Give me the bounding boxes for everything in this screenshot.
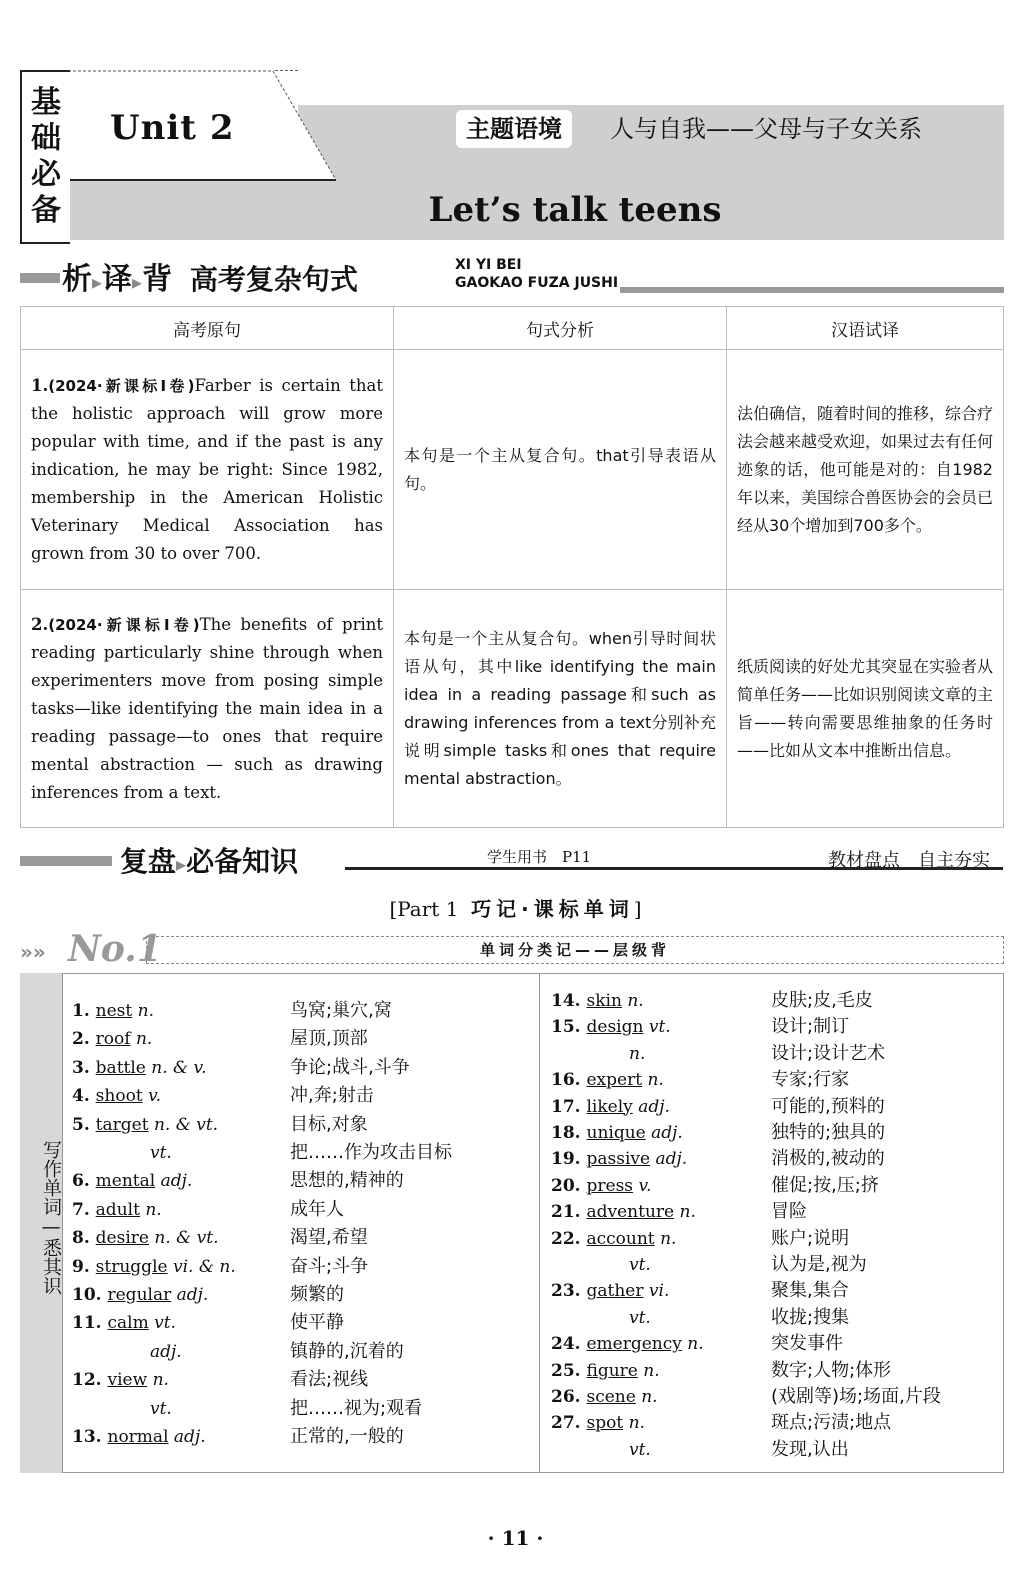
vocab-meaning: 渴望,希望 xyxy=(290,1227,368,1249)
vocab-entry xyxy=(551,1122,683,1144)
vocab-pos: vt. xyxy=(154,1313,176,1334)
vocab-word: mental xyxy=(95,1171,156,1192)
vocab-meaning: 发现,认出 xyxy=(771,1438,849,1460)
vocab-pos: n. xyxy=(152,1370,169,1391)
vocab-meaning: 皮肤;皮,毛皮 xyxy=(771,990,873,1011)
title-char: 析 xyxy=(62,262,92,297)
vocab-word: shoot xyxy=(95,1086,143,1107)
vocab-meaning: 思想的,精神的 xyxy=(290,1170,404,1192)
vocab-entry xyxy=(72,1312,176,1334)
vocab-word: roof xyxy=(95,1029,131,1050)
vocab-meaning: 设计;设计艺术 xyxy=(771,1042,886,1064)
vocab-word: normal xyxy=(107,1427,169,1447)
vocab-entry xyxy=(551,1096,670,1118)
vocab-number: 1. xyxy=(72,1001,96,1021)
vocab-pos: v. xyxy=(638,1175,652,1196)
vocab-word: skin xyxy=(586,991,622,1011)
sentence-table xyxy=(20,306,1004,828)
vocab-word: account xyxy=(586,1228,655,1249)
vocab-entry xyxy=(551,1280,669,1302)
vocab-word: desire xyxy=(95,1228,149,1249)
vocab-pos: n. xyxy=(628,1413,645,1434)
vocab-pos: n. xyxy=(137,1001,155,1021)
vocab-meaning: 可能的,预料的 xyxy=(771,1095,885,1117)
vocab-pos: vt. xyxy=(629,1255,651,1275)
vocab-word: regular xyxy=(107,1285,172,1305)
vocab-number: 18. xyxy=(551,1123,587,1143)
vocab-entry xyxy=(629,1439,651,1461)
vocab-number: 19. xyxy=(551,1149,587,1170)
vocab-number: 3. xyxy=(72,1057,96,1078)
vocab-number: 20. xyxy=(551,1175,587,1196)
column-header: 句式分析 xyxy=(394,307,727,350)
vocab-number: 24. xyxy=(551,1334,587,1355)
part-label: Part 1 xyxy=(397,897,459,921)
vocab-meaning: 成年人 xyxy=(290,1198,344,1220)
vocab-pos: n. xyxy=(641,1387,658,1407)
vocab-pos: n. xyxy=(687,1334,704,1355)
vocab-meaning: 斑点;污渍;地点 xyxy=(771,1412,892,1434)
vocab-pos: v. xyxy=(148,1086,162,1107)
vocab-meaning: 数字;人物;体形 xyxy=(771,1359,892,1381)
vocab-entry xyxy=(551,1412,645,1434)
vocab-entry xyxy=(150,1142,172,1164)
original-sentence xyxy=(21,350,394,590)
vocab-number: 6. xyxy=(72,1171,96,1192)
vocab-number: 4. xyxy=(72,1086,96,1107)
vocab-meaning: 账户;说明 xyxy=(771,1227,850,1249)
vocab-word: emergency xyxy=(586,1334,682,1355)
vocab-meaning: 把……作为攻击目标 xyxy=(290,1142,452,1163)
vocab-entry xyxy=(150,1341,182,1363)
original-sentence xyxy=(21,590,394,828)
vocab-number: 8. xyxy=(72,1228,96,1249)
sentence-source: (2024·新课标Ⅰ卷) xyxy=(48,376,195,395)
pinyin-line: XI YI BEI xyxy=(455,257,522,273)
vocab-number: 23. xyxy=(551,1281,587,1302)
vocab-meaning: 专家;行家 xyxy=(771,1069,850,1091)
vocab-word: design xyxy=(586,1017,644,1038)
vocab-pos: n. & vt. xyxy=(154,1228,219,1249)
vocab-entry xyxy=(551,990,644,1012)
vocab-word: gather xyxy=(586,1281,644,1302)
side-tab-char: 备 xyxy=(31,193,61,228)
arrow-icon: ▸ xyxy=(132,270,143,294)
vocab-entry xyxy=(72,1085,161,1107)
vocab-word: expert xyxy=(586,1070,643,1091)
vocab-meaning: 冲,奔;射击 xyxy=(290,1085,374,1107)
vocab-meaning: 把……视为;观看 xyxy=(290,1397,423,1419)
section2-title xyxy=(120,840,298,880)
vocab-word: figure xyxy=(586,1360,638,1381)
vocab-pos: vt. xyxy=(150,1398,172,1419)
sentence-translation: 纸质阅读的好处尤其突显在实验者从简单任务——比如识别阅读文章的主旨——转向需要思维抽象的任务时——比如从文本中推断出信息。 xyxy=(727,590,1004,828)
vocab-meaning: 频繁的 xyxy=(290,1284,344,1305)
vocab-word: unique xyxy=(586,1123,646,1143)
vocab-meaning: 正常的,一般的 xyxy=(290,1426,404,1447)
vocab-pos: n. xyxy=(627,991,644,1011)
vocab-entry xyxy=(150,1398,172,1420)
vocab-word: battle xyxy=(95,1057,146,1078)
vocab-word: spot xyxy=(586,1413,624,1434)
part-title-text: 巧记·课标单词 xyxy=(471,897,634,921)
vocab-pos: n. xyxy=(135,1029,153,1050)
row-number: 1. xyxy=(31,375,49,395)
vocab-entry xyxy=(629,1043,645,1065)
vocab-entry xyxy=(72,1227,219,1249)
title-part: 必备知识 xyxy=(186,845,299,878)
side-tab-char: 必 xyxy=(31,157,61,192)
section-bar xyxy=(20,273,60,283)
vocab-word: likely xyxy=(586,1096,633,1117)
vocab-pos: n. xyxy=(647,1070,664,1091)
vocab-pos: adj. xyxy=(638,1096,670,1117)
table-row xyxy=(21,350,1004,590)
vocab-number: 27. xyxy=(551,1413,587,1434)
vocab-number: 13. xyxy=(72,1427,108,1447)
vocab-entry xyxy=(72,1426,206,1448)
vocab-pos: adj. xyxy=(150,1341,182,1362)
vocab-meaning: (戏剧等)场;场面,片段 xyxy=(771,1386,941,1407)
vocab-meaning: 镇静的,沉着的 xyxy=(290,1340,404,1362)
vocab-number: 17. xyxy=(551,1096,587,1117)
vocab-word: passive xyxy=(586,1149,651,1170)
unit-title: Unit 2 xyxy=(110,108,235,148)
arrow-icon: ▸ xyxy=(176,852,187,876)
side-tab-char: 基 xyxy=(31,85,61,120)
vocab-meaning: 目标,对象 xyxy=(290,1113,368,1135)
table-row xyxy=(21,590,1004,828)
vocab-meaning: 设计;制订 xyxy=(771,1016,850,1038)
vocab-entry xyxy=(72,1256,236,1278)
vocab-meaning: 独特的;独具的 xyxy=(771,1122,886,1143)
vocab-entry xyxy=(72,1057,207,1079)
vocab-number: 22. xyxy=(551,1228,587,1249)
vocab-pos: vt. xyxy=(629,1307,651,1328)
vocab-pos: n. xyxy=(145,1199,162,1220)
vocab-entry xyxy=(551,1333,704,1355)
vocab-word: struggle xyxy=(95,1256,168,1277)
vocab-number: 11. xyxy=(72,1313,108,1334)
vocab-word: scene xyxy=(586,1387,636,1407)
vocab-number: 14. xyxy=(551,991,587,1011)
section1-title xyxy=(62,254,358,298)
vocab-pos: vt. xyxy=(150,1143,172,1163)
vocab-entry xyxy=(551,1201,696,1223)
vocab-meaning: 消极的,被动的 xyxy=(771,1148,885,1170)
vocab-word: adult xyxy=(95,1199,140,1220)
no1-label: No.1 xyxy=(68,928,162,970)
vocab-word: press xyxy=(586,1175,634,1196)
vocab-entry xyxy=(72,1284,208,1306)
vocab-pos: n. & v. xyxy=(151,1057,207,1078)
vocab-meaning: 鸟窝;巢穴,窝 xyxy=(290,1000,392,1021)
pinyin-line: GAOKAO FUZA JUSHI xyxy=(455,275,619,291)
vocab-number: 25. xyxy=(551,1360,587,1381)
vocab-meaning: 争论;战斗,斗争 xyxy=(290,1056,410,1078)
vocab-meaning: 使平静 xyxy=(290,1312,344,1334)
sentence-source: (2024·新课标Ⅰ卷) xyxy=(48,615,200,634)
page-number: · 11 · xyxy=(487,1526,544,1550)
sentence-text: The benefits of print reading particularly shine through when experimenters move from posing simple tasks—like identifying the main idea in a reading passage—to ones that require mental abstraction — such as drawing inferences from a text. xyxy=(31,614,383,802)
no1-heading-box: 单词分类记——层级背 xyxy=(146,936,1004,964)
vocab-entry xyxy=(551,1069,664,1091)
vocab-entry xyxy=(72,1114,218,1136)
title-part: 复盘 xyxy=(120,845,177,878)
title-char: 译 xyxy=(102,262,133,297)
title-char: 背 xyxy=(142,262,173,297)
double-chevron-icon: »» xyxy=(20,940,46,964)
part-title: [Part 1 巧记·课标单词] xyxy=(389,897,642,921)
vocab-number: 2. xyxy=(72,1029,96,1050)
vocab-number: 15. xyxy=(551,1017,587,1038)
vocab-entry xyxy=(72,1199,162,1221)
vocab-number: 12. xyxy=(72,1370,108,1391)
vocab-pos: vt. xyxy=(648,1017,671,1038)
vocab-pos: vi. & n. xyxy=(172,1256,236,1277)
vocab-meaning: 催促;按,压;挤 xyxy=(771,1174,879,1196)
sentence-translation: 法伯确信，随着时间的推移，综合疗法会越来越受欢迎，如果过去有任何迹象的话，他可能是对的：自1982年以来，美国综合兽医协会的会员已经从30个增加到700多个。 xyxy=(727,350,1004,590)
vocab-entry xyxy=(72,1028,152,1050)
column-header: 汉语试译 xyxy=(727,307,1004,350)
vocab-meaning: 认为是,视为 xyxy=(771,1254,867,1275)
vocab-word: view xyxy=(107,1370,148,1391)
vocab-pos: adj. xyxy=(160,1171,193,1192)
vocab-entry xyxy=(551,1175,651,1197)
vocab-pos: n. xyxy=(643,1360,660,1381)
vocab-pos: vi. xyxy=(648,1281,670,1302)
theme-text: 人与自我——父母与子女关系 xyxy=(610,115,922,143)
vocab-entry xyxy=(551,1016,671,1038)
vocab-divider xyxy=(539,973,540,1473)
vocab-pos: n. xyxy=(660,1228,677,1249)
vocab-pos: adj. xyxy=(655,1149,688,1170)
vocab-entry xyxy=(629,1307,651,1329)
vocab-pos: adj. xyxy=(176,1285,209,1305)
vocab-pos: n. xyxy=(629,1043,646,1064)
row-number: 2. xyxy=(31,614,49,634)
vocab-word: calm xyxy=(107,1313,149,1334)
unit-subtitle: Let’s talk teens xyxy=(428,190,722,230)
vocab-meaning: 冒险 xyxy=(771,1201,807,1223)
vocab-entry xyxy=(551,1360,660,1382)
section1-pinyin xyxy=(455,256,618,292)
vocab-number: 7. xyxy=(72,1199,96,1220)
vocab-pos: vt. xyxy=(629,1439,651,1460)
vocab-pos: adj. xyxy=(173,1427,206,1447)
vocab-meaning: 收拢;搜集 xyxy=(771,1306,850,1328)
vocab-number: 10. xyxy=(72,1285,108,1305)
section1-main-title: 高考复杂句式 xyxy=(189,263,358,296)
vocab-pos: n. xyxy=(679,1202,696,1223)
vocab-number: 5. xyxy=(72,1114,96,1135)
vocab-entry xyxy=(551,1148,687,1170)
vocab-entry xyxy=(551,1228,676,1250)
vocab-side-label: 写作单词—悉其识 xyxy=(40,1140,62,1295)
vocab-pos: n. & vt. xyxy=(153,1114,219,1135)
vocab-number: 21. xyxy=(551,1202,587,1223)
book-reference: 学生用书 P11 xyxy=(487,848,592,866)
vocab-entry xyxy=(629,1254,651,1276)
theme-badge: 主题语境 xyxy=(456,110,572,148)
sentence-analysis: 本句是一个主从复合句。that引导表语从句。 xyxy=(394,350,727,590)
column-header: 高考原句 xyxy=(21,307,394,350)
vocab-word: target xyxy=(95,1114,149,1135)
sentence-text: Farber is certain that the holistic approach will grow more popular with time, and if the past is any indication, he may be right: Since 1982, membership in the American Holistic Veterinary Medical Association has grown from 30 to over 700. xyxy=(31,375,383,563)
vocab-entry xyxy=(551,1386,658,1408)
vocab-meaning: 突发事件 xyxy=(771,1333,843,1355)
vocab-word: nest xyxy=(95,1001,133,1021)
vocab-meaning: 聚集,集合 xyxy=(771,1280,849,1302)
vocab-entry xyxy=(72,1170,192,1192)
vocab-entry xyxy=(72,1369,169,1391)
sentence-analysis: 本句是一个主从复合句。when引导时间状语从句，其中like identifying the main idea in a reading passage和such as drawing inferences from a text分别补充说明simple tasks和ones that require mental abstraction。 xyxy=(394,590,727,828)
vocab-meaning: 奋斗;斗争 xyxy=(290,1255,369,1277)
vocab-number: 16. xyxy=(551,1070,587,1091)
vocab-meaning: 看法;视线 xyxy=(290,1369,369,1391)
arrow-icon: ▸ xyxy=(92,270,103,294)
section2-right-label: 教材盘点 自主夯实 xyxy=(828,850,990,871)
section-bar-right xyxy=(620,287,1004,293)
vocab-meaning: 屋顶,顶部 xyxy=(290,1028,368,1050)
vocab-number: 9. xyxy=(72,1256,96,1277)
vocab-entry xyxy=(72,1000,154,1022)
vocab-word: adventure xyxy=(586,1202,675,1223)
side-tab-char: 础 xyxy=(31,121,61,156)
vocab-number: 26. xyxy=(551,1387,587,1407)
vocab-pos: adj. xyxy=(651,1123,683,1143)
section-bar xyxy=(20,856,112,866)
